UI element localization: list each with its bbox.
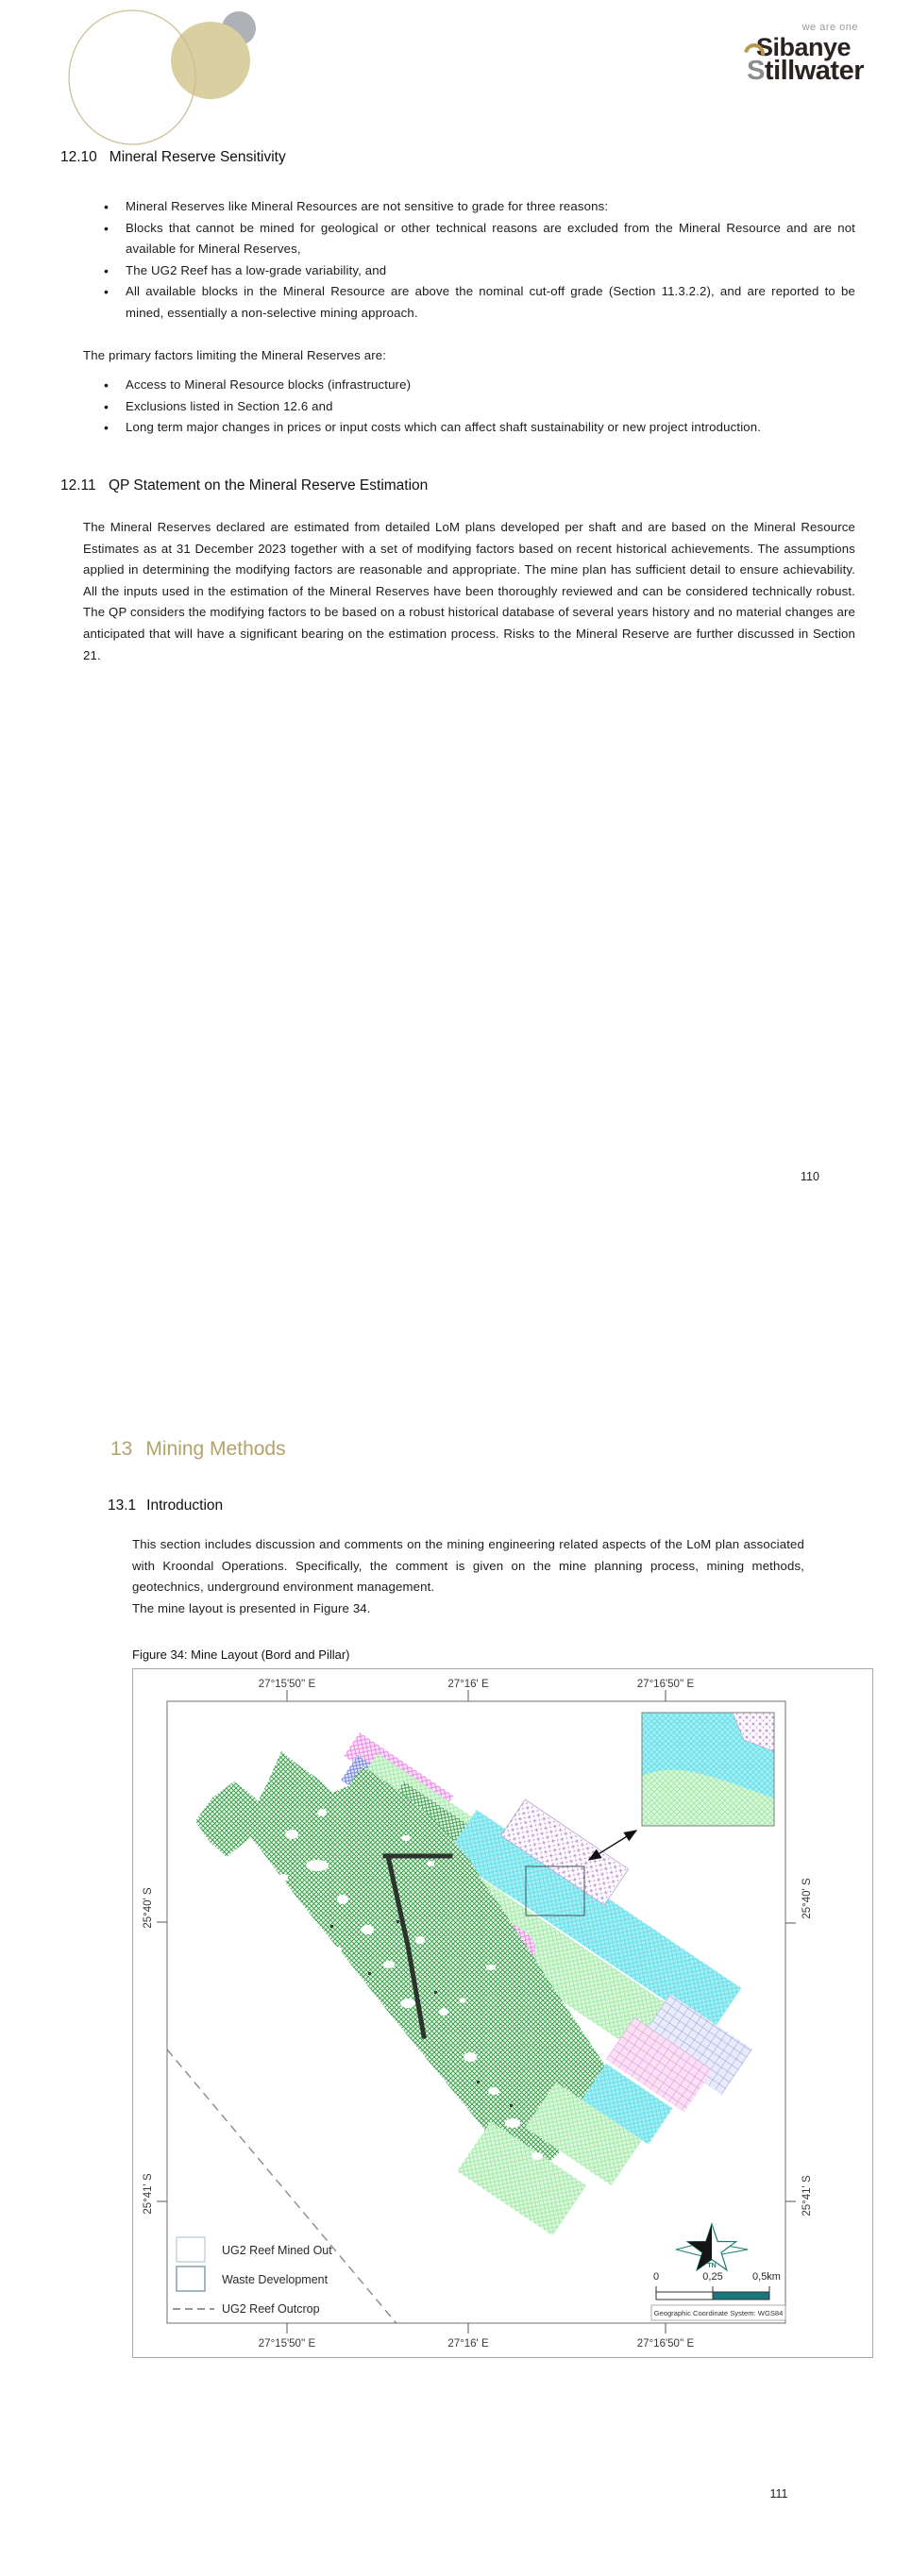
y-label-left-1: 25°40' S <box>143 1887 154 1929</box>
legend-swatch-mined-out <box>177 2237 205 2262</box>
page-number-110: 110 <box>801 1170 819 1183</box>
y-label-right-2: 25°41' S <box>801 2175 813 2216</box>
legend-label: Waste Development <box>222 2273 329 2286</box>
section-number: 12.11 <box>60 477 96 493</box>
scale-tick-025: 0,25 <box>702 2271 723 2283</box>
company-logo <box>661 23 864 85</box>
figure-caption: Figure 34: Mine Layout (Bord and Pillar) <box>132 1648 350 1662</box>
north-arrow-label: TN <box>707 2263 717 2269</box>
list-item: • Long term major changes in prices or input costs which can affect shaft sustainability or new project introduction. <box>83 417 855 439</box>
legend-label: UG2 Reef Outcrop <box>222 2302 320 2316</box>
detail-inset <box>642 1713 774 1826</box>
section-heading-12-10 <box>60 149 286 166</box>
list-item: • Blocks that cannot be mined for geological or other technical reasons are excluded from the Mineral Resource and are not available for Mineral Reserves, <box>83 218 855 260</box>
section-number: 13.1 <box>108 1497 137 1514</box>
section-title: Mineral Reserve Sensitivity <box>109 149 286 165</box>
list-item: • Mineral Reserves like Mineral Resources are not sensitive to grade for three reasons: <box>83 196 855 218</box>
x-label-bottom-2: 27°16' E <box>447 2338 489 2350</box>
introduction-text-block <box>132 1534 804 1619</box>
section-heading-13 <box>110 1438 286 1461</box>
section-number: 12.10 <box>60 149 97 165</box>
section-title: Introduction <box>146 1497 224 1514</box>
y-label-left-2: 25°41' S <box>143 2173 154 2215</box>
introduction-paragraph: This section includes discussion and comments on the mining engineering related aspects of the LoM plan associated with Kroondal Operations. Specifically, the comment is given on the mine planning process, mining methods, geotechnics, underground environment management. <box>132 1537 804 1595</box>
logo-line1: Sibanye <box>755 33 851 61</box>
x-label-top-1: 27°15'50'' E <box>258 1679 316 1690</box>
tan-ellipse <box>171 22 250 99</box>
figure-reference-line: The mine layout is presented in Figure 34. <box>132 1600 371 1615</box>
page-number-111: 111 <box>769 2487 788 2501</box>
qp-statement-paragraph: The Mineral Reserves declared are estimated from detailed LoM plans developed per shaft and are based on the Mineral Resource Estimates as at 31 December 2023 together with a set of modifying factors based on recent historical achievements. The assumptions applied in determining the modifying factors are reasonable and appropriate. The mine plan has sufficient detail to ensure achievability. All the inputs used in the estimation of the Mineral Reserves have been thoroughly reviewed and can be considered technically robust. The QP considers the modifying factors to be based on a robust historical database of several years history and no material changes are anticipated that will have a significant bearing on the estimation process. Risks to the Mineral Reserve are further discussed in Section 21. <box>83 520 855 662</box>
section-title: Mining Methods <box>145 1438 286 1460</box>
list-item: • Access to Mineral Resource blocks (infrastructure) <box>83 375 855 396</box>
x-label-top-3: 27°16'50'' E <box>636 1679 695 1690</box>
bullet-list-reasons <box>83 196 855 325</box>
list-item: • The UG2 Reef has a low-grade variability, and <box>83 260 855 282</box>
mine-layout-map <box>132 1668 873 2361</box>
section-number: 13 <box>110 1438 133 1460</box>
logo-line2: Stillwater <box>747 56 864 86</box>
x-label-bottom-1: 27°15'50'' E <box>258 2338 316 2350</box>
crs-note-box <box>651 2305 785 2320</box>
section-title: QP Statement on the Mineral Reserve Estimation <box>109 477 429 493</box>
x-label-bottom-3: 27°16'50'' E <box>636 2338 695 2350</box>
legend-swatch-waste-dev <box>177 2267 205 2291</box>
scale-tick-05km: 0,5km <box>752 2271 781 2283</box>
legend-label: UG2 Reef Mined Out <box>222 2244 332 2257</box>
x-label-top-2: 27°16' E <box>447 1679 489 1690</box>
list-item: • Exclusions listed in Section 12.6 and <box>83 396 855 418</box>
logo-tagline: we are one <box>801 22 858 33</box>
decorative-circles <box>57 2 274 153</box>
y-label-right-1: 25°40' S <box>801 1878 813 1919</box>
list-item: • All available blocks in the Mineral Resource are above the nominal cut-off grade (Section 11.3.2.2), and are reported to be mined, essentially a non-selective mining approach. <box>83 281 855 324</box>
lead-paragraph: The primary factors limiting the Mineral Reserves are: <box>83 348 387 362</box>
scale-tick-0: 0 <box>652 2271 660 2283</box>
bullet-list-factors <box>83 375 855 439</box>
section-heading-12-11 <box>60 477 428 494</box>
crs-note-text: Geographic Coordinate System: WGS84 <box>653 2309 784 2317</box>
section-heading-13-1 <box>108 1497 223 1514</box>
